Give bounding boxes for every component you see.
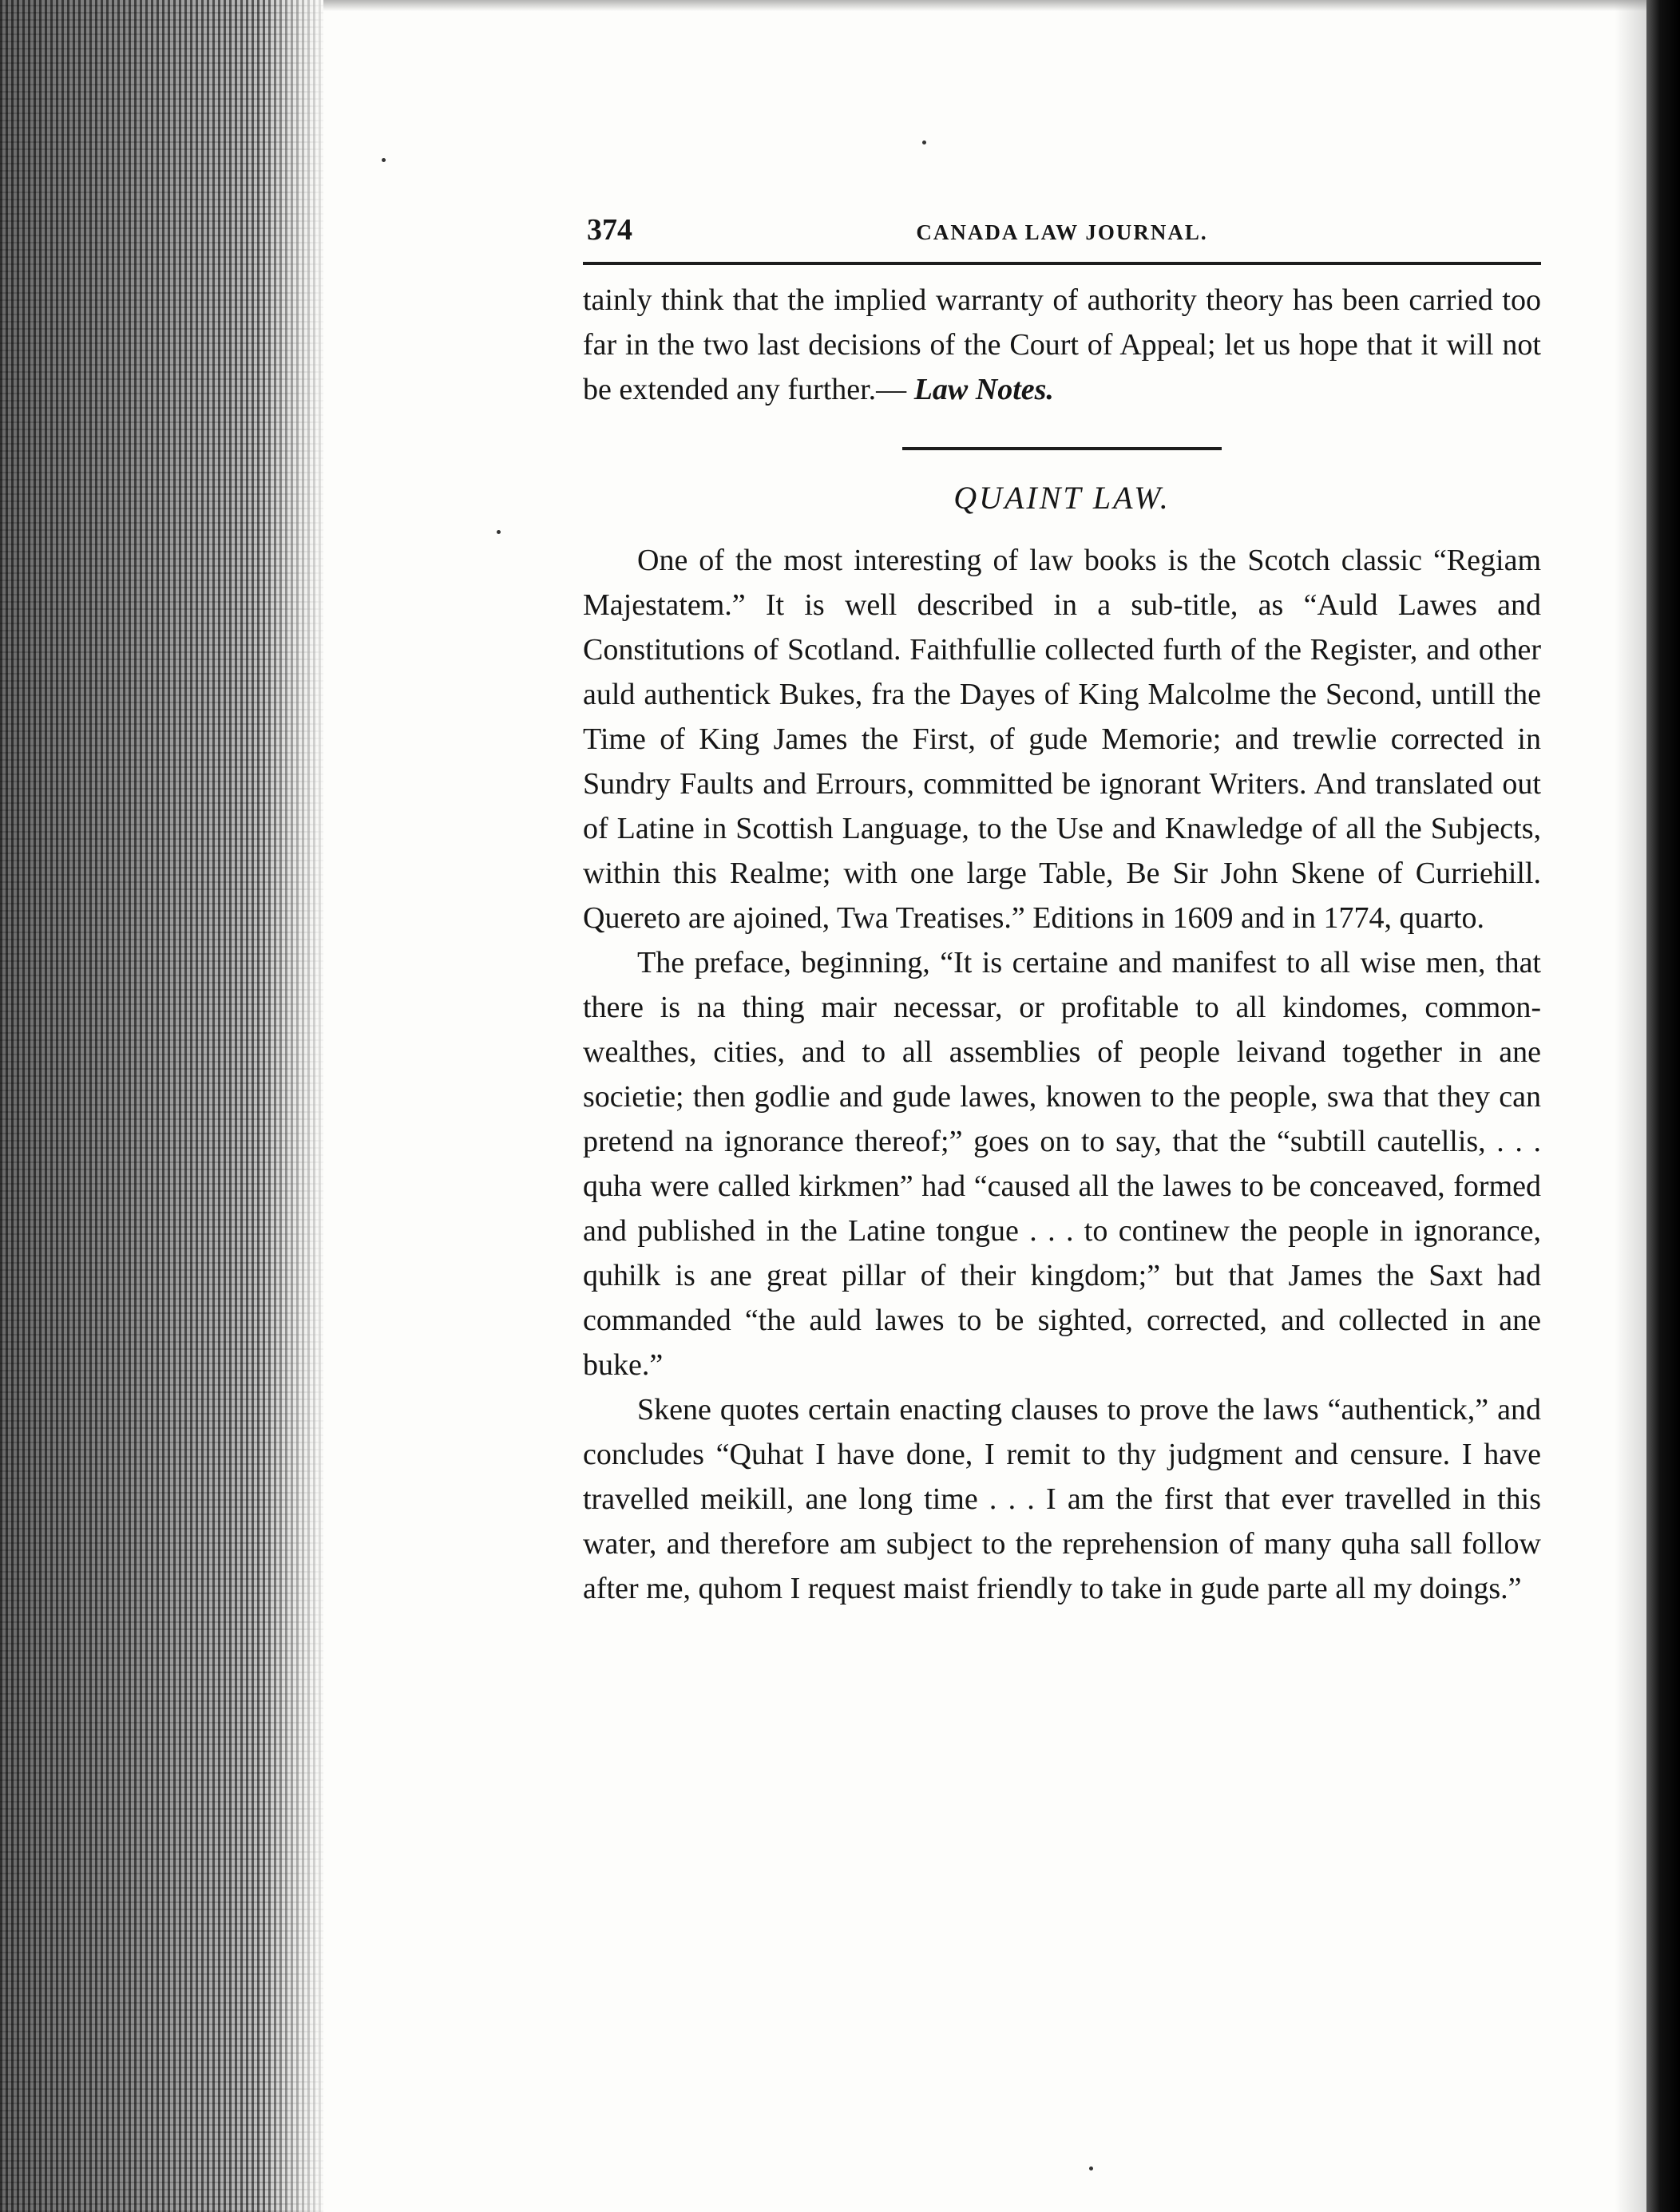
section-divider	[902, 447, 1222, 450]
page-number: 374	[587, 213, 632, 247]
scan-top-edge	[323, 0, 1646, 11]
scan-speck	[922, 140, 926, 144]
header-rule	[583, 262, 1541, 265]
scan-speck	[382, 158, 386, 162]
body-paragraph: Skene quotes certain enacting clauses to prove the laws “authentick,” and concludes “Quhat I have done, I remit to thy judgment and censure. I have travelled meikill, ane long time . . . I am the first that ever travelled in this water, and therefore am subject to the reprehension of many quha sall follow after me, quhom I request maist friendly to take in gude parte all my doings.”	[583, 1393, 1541, 1605]
scan-right-shadow	[1615, 0, 1646, 2212]
page-content	[583, 208, 1541, 1611]
continuation-paragraph	[583, 278, 1541, 412]
scan-binding-fade	[263, 0, 335, 2212]
scan-speck	[497, 530, 501, 534]
journal-title: CANADA LAW JOURNAL.	[916, 220, 1208, 244]
scan-speck	[1089, 2166, 1093, 2170]
section-title: QUAINT LAW.	[953, 480, 1171, 516]
continuation-text: tainly think that the implied warranty of authority theory has been carried too far in the two last decisions of the Court of Appeal; let us hope that it will not be extended any further.—	[583, 283, 1541, 406]
source-citation: Law Notes.	[913, 373, 1054, 406]
scan-right-edge	[1646, 0, 1680, 2212]
body-paragraph: One of the most interesting of law books is the Scotch classic “Regiam Majestatem.” It is well described in a sub-title, as “Auld Lawes and Constitutions of Scotland. Faithfullie collected furth of the Register, and other auld authentick Bukes, fra the Dayes of King Malcolme the Second, untill the Time of King James the First, of gude Memorie; and trewlie corrected in Sundry Faults and Errours, committed be ignorant Writers. And translated out of Latine in Scottish Language, to the Use and Knawledge of all the Subjects, within this Realme; with one large Table, Be Sir John Skene of Curriehill. Quereto are ajoined, Twa Treatises.” Editions in 1609 and in 1774, quarto.	[583, 544, 1541, 935]
running-head	[583, 208, 1541, 255]
body-paragraph: The preface, beginning, “It is certaine and manifest to all wise men, that there is na thing mair necessar, or profitable to all kindomes, common-wealthes, cities, and to all assemblies of people leivand together in ane societie; then godlie and gude lawes, knowen to the people, swa that they can pretend na ignorance thereof;” goes on to say, that the “subtill cautellis, . . . quha were called kirkmen” had “caused all the lawes to be conceaved, formed and published in the Latine tongue . . . to continew the people in ignorance, quhilk is ane great pillar of their kingdom;” but that James the Saxt had commanded “the auld lawes to be sighted, corrected, and collected in ane buke.”	[583, 946, 1541, 1382]
